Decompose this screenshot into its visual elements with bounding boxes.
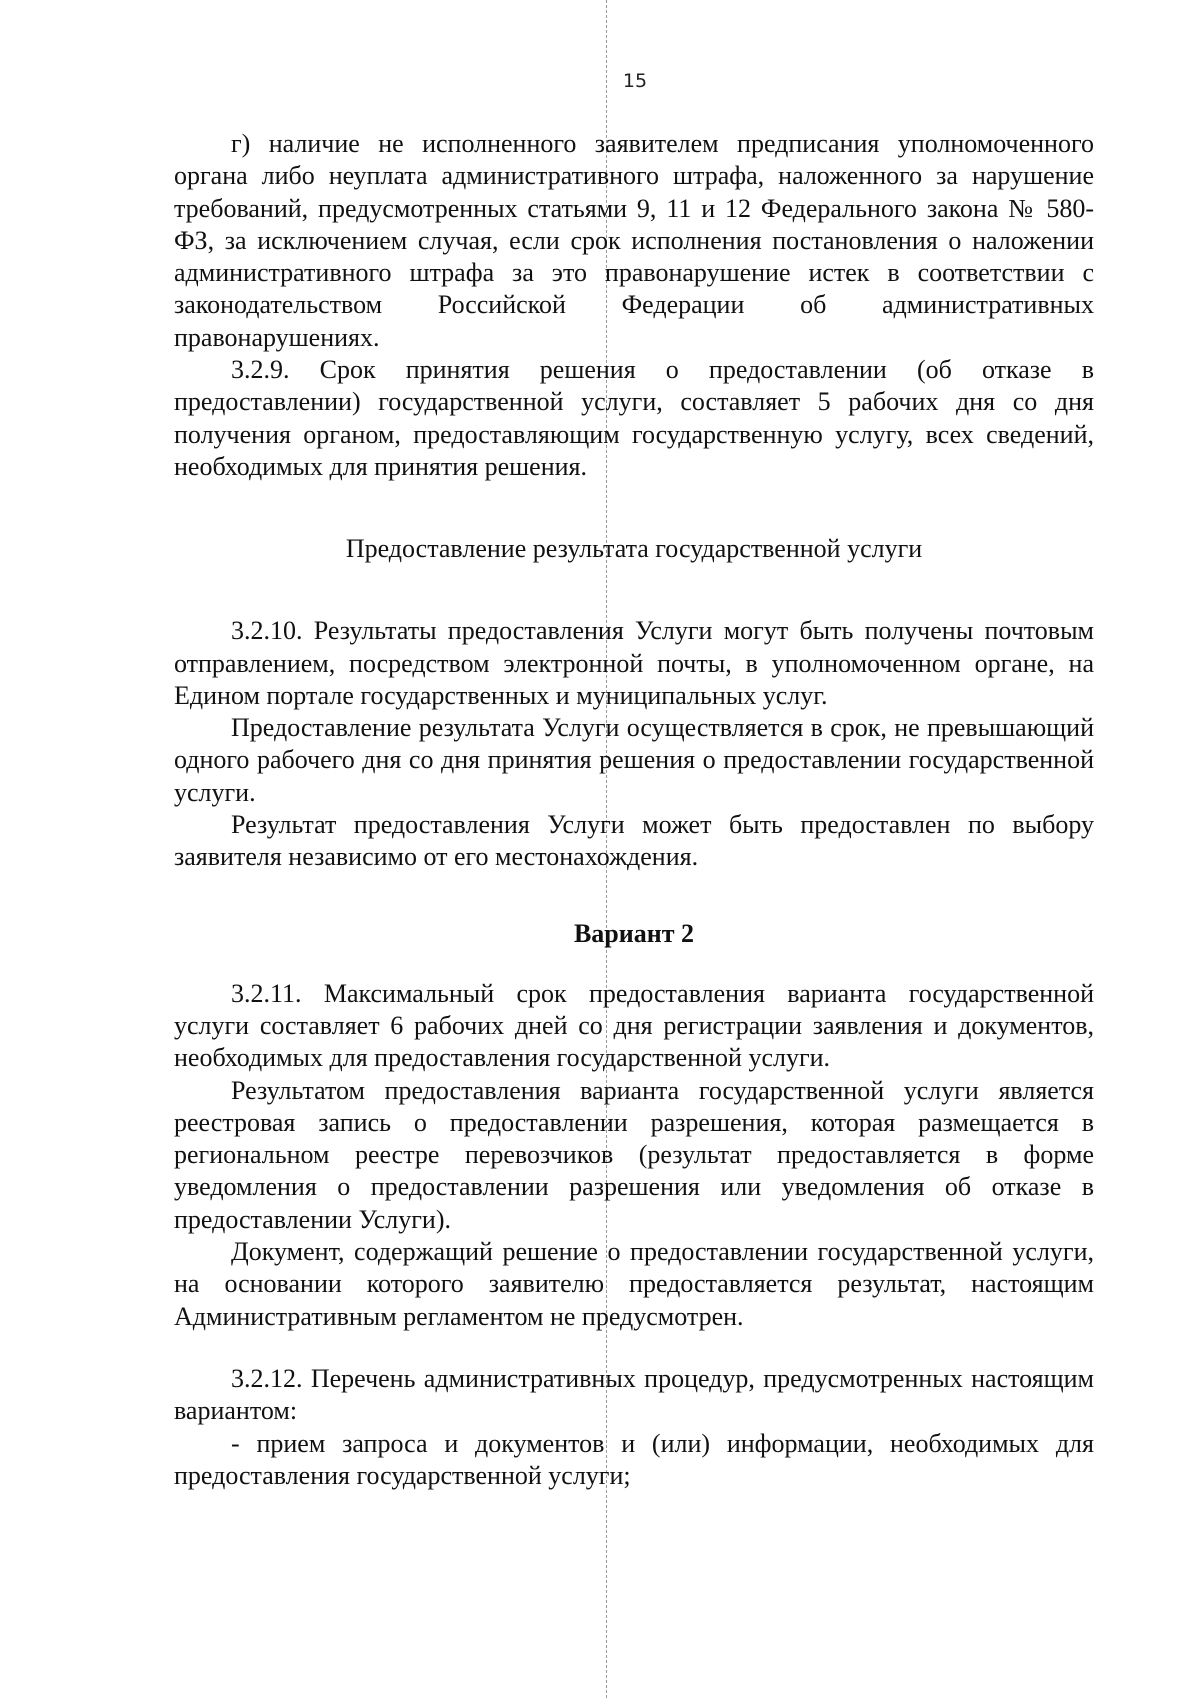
section-heading: Предоставление результата государственной услуги: [345, 534, 923, 564]
paragraph-3-2-12: 3.2.12. Перечень административных процедур, предусмотренных настоящим вариантом:: [174, 1363, 1094, 1426]
paragraph-3-2-10: 3.2.10. Результаты предоставления Услуги могут быть получены почтовым отправлением, посредством электронной почты, в уполномоченном органе, на Едином портале государственных и муниципальных услуг.: [174, 616, 1094, 710]
paragraph-variant-document: Документ, содержащий решение о предоставлении государственной услуги, на основании которого заявителю предоставляется результат, настоящим Административным регламентом не предусмотрен.: [174, 1237, 1094, 1331]
paragraph-item-g: г) наличие не исполненного заявителем предписания уполномоченного органа либо неуплата административного штрафа, наложенного за нарушение требований, предусмотренных статьями 9, 11 и 12 Федерального закона № 580-ФЗ, за исключением случая, если срок исполнения постановления о наложении административного штрафа за это правонарушение истек в соответствии с законодательством Российской Федерации об административных правонарушениях.: [174, 129, 1094, 352]
variant-heading: Вариант 2: [573, 918, 695, 948]
paragraph-3-2-9: 3.2.9. Срок принятия решения о предоставлении (об отказе в предоставлении) государственной услуги, составляет 5 рабочих дня со дня получения органом, предоставляющим государственную услугу, всех сведений, необходимых для принятия решения.: [174, 355, 1094, 481]
paragraph-result-term: Предоставление результата Услуги осуществляется в срок, не превышающий одного рабочего дня со дня принятия решения о предоставлении государственной услуги.: [174, 713, 1094, 807]
paragraph-gap: [174, 1333, 1094, 1363]
document-body: [174, 128, 1094, 1492]
paragraph-3-2-11: 3.2.11. Максимальный срок предоставления варианта государственной услуги составляет 6 рабочих дней со дня регистрации заявления и документов, необходимых для предоставления государственной услуги.: [174, 978, 1094, 1073]
page-number: 15: [622, 70, 648, 92]
paragraph-variant-result: Результатом предоставления варианта государственной услуги является реестровая запись о предоставлении разрешения, которая размещается в региональном реестре перевозчиков (результат предоставляется в форме уведомления о предоставлении разрешения или уведомления об отказе в предоставлении Услуги).: [174, 1075, 1094, 1234]
paragraph-result-choice: Результат предоставления Услуги может быть предоставлен по выбору заявителя независимо от его местонахождения.: [174, 810, 1094, 872]
list-item-procedure: - прием запроса и документов и (или) информации, необходимых для предоставления государственной услуги;: [174, 1428, 1094, 1490]
